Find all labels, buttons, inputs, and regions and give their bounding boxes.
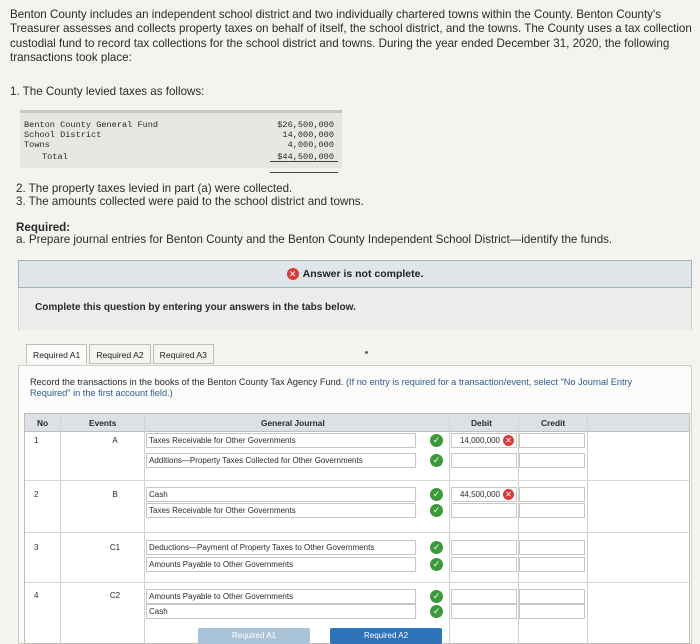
entry-no: 3: [34, 543, 39, 552]
credit-input[interactable]: [519, 487, 585, 502]
account-field[interactable]: Cash: [146, 604, 416, 619]
debit-input[interactable]: [451, 433, 517, 448]
account-field[interactable]: Cash: [146, 487, 416, 502]
item-3: 3. The amounts collected were paid to the school district and towns.: [16, 195, 364, 208]
levy-amount: $26,500,000: [277, 120, 334, 130]
entry-no: 4: [34, 591, 39, 600]
record-instruction: [30, 377, 670, 399]
levy-name: Towns: [24, 140, 50, 150]
entry-event: C2: [109, 591, 121, 600]
debit-value: 14,000,000: [459, 436, 500, 445]
question-intro: Benton County includes an independent school district and two individually chartered towns within the County. Benton County's Treasurer assesses and collects property taxes on behalf of itself, the school district, and the towns. The County uses a tax collection custodial fund to record tax collections for the school district and towns. During the year ended December 31, 2020, the following transactions took place:: [10, 8, 692, 65]
account-field[interactable]: Deductions—Payment of Property Taxes to Other Governments: [146, 540, 416, 555]
credit-input[interactable]: [519, 589, 585, 604]
banner-text: Answer is not complete.: [302, 268, 424, 280]
tab-required-a3[interactable]: Required A3: [153, 344, 214, 364]
credit-input[interactable]: [519, 433, 585, 448]
credit-input[interactable]: [519, 540, 585, 555]
debit-input[interactable]: [451, 453, 517, 468]
required-a: a. Prepare journal entries for Benton County and the Benton County Independent School District—identify the funds.: [16, 233, 613, 246]
row-divider: [25, 582, 689, 583]
levy-name: Benton County General Fund: [24, 120, 159, 130]
levy-name: School District: [24, 130, 102, 140]
tab-required-a1[interactable]: Required A1: [26, 344, 87, 364]
debit-input[interactable]: [451, 604, 517, 619]
check-icon: ✓: [430, 504, 443, 517]
entry-no: 1: [34, 436, 39, 445]
record-note: (If no entry is required for a transaction/event, select "No Journal Entry Required" in the first account field.): [30, 377, 633, 398]
credit-input[interactable]: [519, 557, 585, 572]
tab-required-a2[interactable]: Required A2: [89, 344, 150, 364]
column-divider: [587, 414, 588, 643]
header-debit: Debit: [471, 418, 492, 428]
error-icon: ✕: [287, 268, 299, 280]
levy-row: [20, 130, 342, 140]
check-icon: ✓: [430, 590, 443, 603]
levy-amount: $44,500,000: [277, 152, 334, 162]
journal-header: [25, 414, 689, 432]
check-icon: ✓: [430, 488, 443, 501]
account-field[interactable]: Amounts Payable to Other Governments: [146, 589, 416, 604]
levy-name: Total: [42, 152, 68, 162]
credit-input[interactable]: [519, 453, 585, 468]
cursor-dot: [365, 351, 368, 354]
debit-input[interactable]: [451, 589, 517, 604]
header-no: No: [37, 418, 49, 428]
levy-table: [20, 110, 342, 168]
debit-input[interactable]: [451, 557, 517, 572]
column-divider: [144, 414, 145, 643]
error-icon: ✕: [503, 489, 514, 500]
item-2: 2. The property taxes levied in part (a) were collected.: [16, 182, 293, 195]
entry-event: B: [112, 490, 118, 499]
answer-status-banner: [18, 260, 692, 288]
header-general-journal: General Journal: [261, 418, 325, 428]
header-credit: Credit: [541, 418, 566, 428]
debit-input[interactable]: [451, 540, 517, 555]
debit-input[interactable]: [451, 487, 517, 502]
levy-amount: 4,000,000: [287, 140, 334, 150]
check-icon: ✓: [430, 541, 443, 554]
column-divider: [60, 414, 61, 643]
header-events: Events: [89, 418, 117, 428]
entry-no: 2: [34, 490, 39, 499]
row-divider: [25, 532, 689, 533]
record-text: Record the transactions in the books of the Benton County Tax Agency Fund.: [30, 377, 344, 387]
check-icon: ✓: [430, 558, 443, 571]
debit-input[interactable]: [451, 503, 517, 518]
tab-bar: [26, 344, 216, 364]
next-tab-button[interactable]: Required A2: [330, 628, 442, 644]
instruction: Complete this question by entering your answers in the tabs below.: [18, 288, 692, 330]
account-field[interactable]: Taxes Receivable for Other Governments: [146, 433, 416, 448]
item-1: 1. The County levied taxes as follows:: [10, 85, 205, 98]
check-icon: ✓: [430, 434, 443, 447]
levy-amount: 14,000,000: [282, 130, 334, 140]
account-field[interactable]: Taxes Receivable for Other Governments: [146, 503, 416, 518]
levy-row-total: [20, 152, 342, 162]
prev-tab-button[interactable]: Required A1: [198, 628, 310, 644]
steps: [16, 182, 364, 208]
column-divider: [449, 414, 450, 643]
journal-table: [24, 413, 690, 644]
divider: [270, 172, 338, 173]
error-icon: ✕: [503, 435, 514, 446]
check-icon: ✓: [430, 605, 443, 618]
entry-event: C1: [109, 543, 121, 552]
account-field[interactable]: Additions—Property Taxes Collected for Other Governments: [146, 453, 416, 468]
account-field[interactable]: Amounts Payable to Other Governments: [146, 557, 416, 572]
credit-input[interactable]: [519, 503, 585, 518]
row-divider: [25, 480, 689, 481]
levy-row: [20, 140, 342, 150]
levy-row: [20, 120, 342, 130]
check-icon: ✓: [430, 454, 443, 467]
debit-value: 44,500,000: [459, 490, 500, 499]
required-heading: Required:: [16, 221, 71, 234]
credit-input[interactable]: [519, 604, 585, 619]
entry-event: A: [112, 436, 118, 445]
